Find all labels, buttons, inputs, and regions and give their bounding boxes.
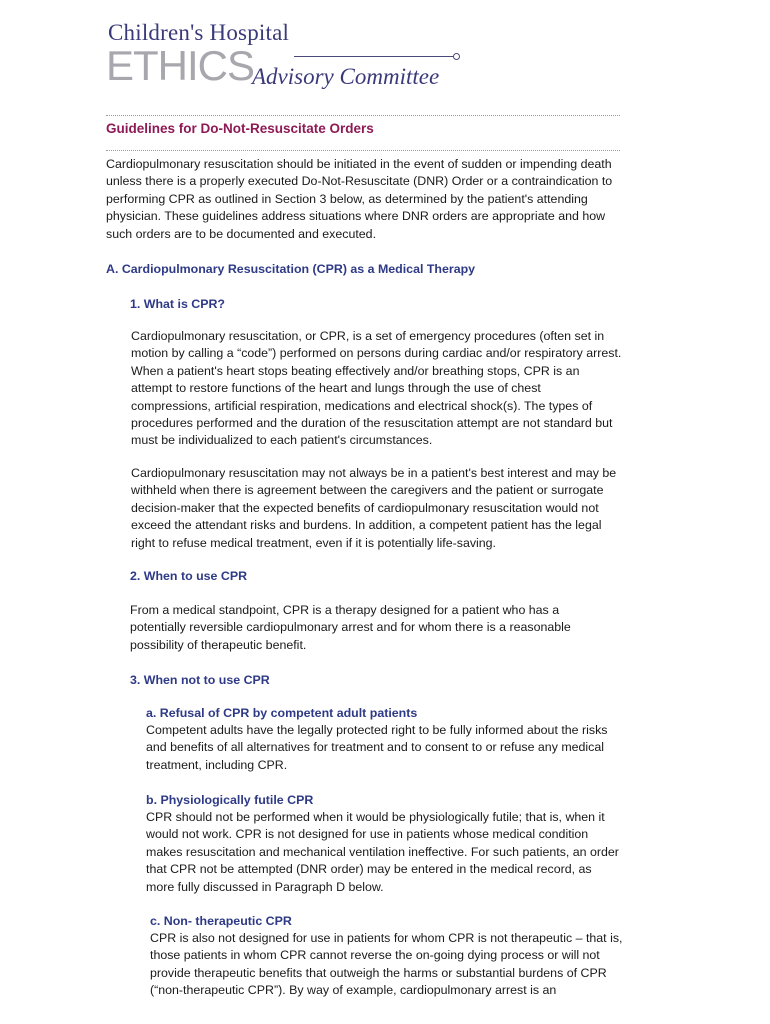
logo-dot-icon [453,53,460,60]
committee-logo [106,18,466,88]
section-1-paragraph-1: Cardiopulmonary resuscitation, or CPR, is a set of emergency procedures (often set in motion by calling a “code”) performed on persons during cardiac and/or respiratory arrest. When a patient's heart stops beating effectively and/or breathing stops, CPR is an attempt to restore functions of the heart and lungs through the use of chest compressions, artificial respiration, medications and electrical shock(s). The types of procedures performed and the duration of the resuscitation attempt are not standard but must be individualized to each patient's circumstances. [131,329,622,448]
subsection-c-heading: c. Non- therapeutic CPR [150,914,292,928]
intro-paragraph: Cardiopulmonary resuscitation should be initiated in the event of sudden or impending death unless there is a properly executed Do-Not-Resuscitate (DNR) Order or a contraindication to performing CPR as outlined in Section 3 below, as determined by the patient's attending physician. These guidelines address situations where DNR orders are appropriate and how such orders are to be documented and executed. [106,157,613,241]
section-2-paragraph: From a medical standpoint, CPR is a therapy designed for a patient who has a potentially reversible cardiopulmonary arrest and for whom there is a reasonable possibility of therapeutic benefit. [130,603,571,652]
section-2-heading: 2. When to use CPR [130,569,248,583]
subsection-c-text: CPR is also not designed for use in patients for whom CPR is not therapeutic – that is, those patients in whom CPR cannot reverse the on-going dying process or will not provide therapeutic benefits that outweigh the harms or substantial burdens of CPR (“non-therapeutic CPR”). By way of example, cardiopulmonary arrest is an [150,931,623,998]
logo-line2: Advisory Committee [252,64,440,89]
section-3-heading: 3. When not to use CPR [130,673,270,687]
subsection-a-heading: a. Refusal of CPR by competent adult patients [146,706,418,720]
logo-line1: Children's Hospital [108,20,290,45]
subsection-b-text: CPR should not be performed when it would be physiologically futile; that is, when it would not work. CPR is not designed for use in patients whose medical condition makes resuscitation and mechanical ventilation ineffective. For such patients, an order that CPR not be attempted (DNR order) may be entered in the medical record, as more fully discussed in Paragraph D below. [146,810,619,894]
section-1-paragraph-2: Cardiopulmonary resuscitation may not always be in a patient's best interest and may be withheld when there is agreement between the caregivers and the patient or surrogate decision-maker that the expected benefits of cardiopulmonary resuscitation would not exceed the attendant risks and burdens. In addition, a competent patient has the legal right to refuse medical treatment, even if it is potentially life-saving. [131,466,617,550]
subsection-b-heading: b. Physiologically futile CPR [146,793,314,807]
title-rule-bottom [106,150,620,151]
document-title: Guidelines for Do-Not-Resuscitate Orders [106,121,374,136]
logo-ethics: ETHICS [106,42,255,89]
section-1-heading: 1. What is CPR? [130,297,226,311]
subsection-a-text: Competent adults have the legally protected right to be fully informed about the risks and benefits of all alternatives for treatment and to consent to or refuse any medical treatment, including CPR. [146,723,608,772]
logo-rule [294,56,454,57]
title-rule-top [106,115,620,116]
section-a-heading: A. Cardiopulmonary Resuscitation (CPR) as a Medical Therapy [106,262,476,276]
